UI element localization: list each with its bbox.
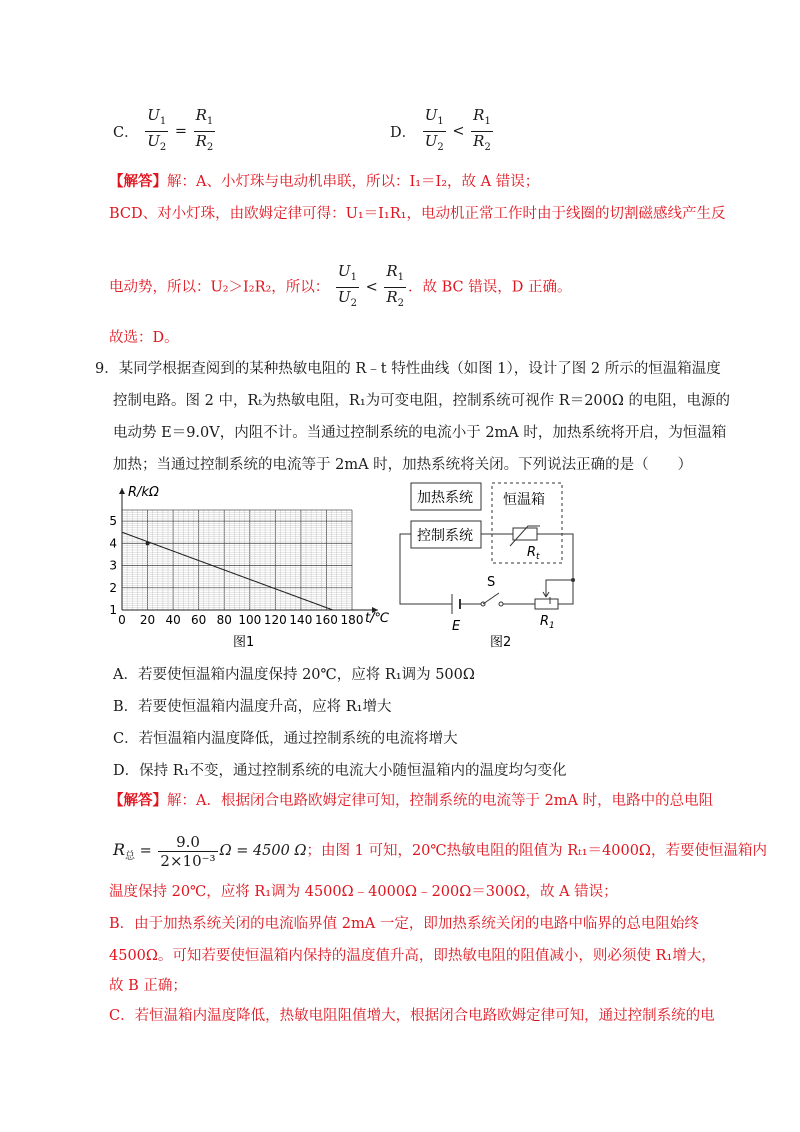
y-tick-label: 4 [109, 536, 117, 551]
eq-lhs: $R_总$ [113, 840, 136, 863]
rheostat-label: $R_1$ [540, 614, 555, 631]
option-d [390, 106, 495, 157]
figure2-circuit [395, 480, 595, 650]
question9-line3: 电动势 E＝9.0V，内阻不计。当通过控制系统的电流小于 2mA 时，加热系统将开启，为恒温箱 [113, 425, 727, 441]
y-tick-label: 2 [109, 580, 117, 595]
answer8-conclusion: 故选：D。 [109, 330, 179, 346]
question9-line4: 加热；当通过控制系统的电流等于 2mA 时，加热系统将关闭。下列说法正确的是（ ） [113, 457, 693, 473]
x-tick-label: 0 [118, 613, 126, 627]
thermistor-diagonal [510, 526, 540, 546]
battery-label: E [452, 619, 461, 634]
oven-label: 恒温箱 [503, 492, 545, 508]
answer8-line2: BCD、对小灯珠，由欧姆定律可得：U₁＝I₁R₁，电动机正常工作时由于线圈的切割磁感线产生反 [109, 206, 726, 222]
figure1-caption: 图1 [233, 635, 255, 650]
eq-fraction: $\frac{9.0}{\text{2×10⁻³}}$ [160, 832, 216, 870]
figure1-chart [108, 484, 398, 654]
y-tick-label: 5 [109, 514, 117, 529]
chart-grid [122, 510, 352, 610]
option-d-label: D． [390, 125, 417, 141]
controller-label: 控制系统 [417, 528, 473, 544]
question9-line2: 控制电路。图 2 中，Rₜ为热敏电阻，R₁为可变电阻，控制系统可视作 R＝200Ω 的电阻，电源的 [113, 393, 730, 409]
x-tick-label: 60 [191, 613, 207, 627]
fraction-u1-u2: $\frac{U_1}{U_2}$ [147, 106, 167, 153]
fraction-r1-r2-d: $\frac{R_1}{R_2}$ [473, 106, 491, 153]
x-tick-label: 20 [139, 613, 156, 627]
junction-dot [571, 578, 575, 582]
x-tick-label: 120 [263, 613, 287, 627]
answer-tag: 【解答】 [109, 173, 167, 190]
switch-lever [483, 593, 499, 604]
q9-option-a: A．若要使恒温箱内温度保持 20℃，应将 R₁调为 500Ω [113, 667, 475, 683]
switch-label: S [487, 575, 496, 590]
answer9-line1: 【解答】解：A．根据闭合电路欧姆定律可知，控制系统的电流等于 2mA 时，电路中的总电阻 [109, 792, 714, 809]
answer9-line5: 4500Ω。可知若要使恒温箱内保持的温度值升高，即热敏电阻的阻值减小，则必须使 R₁增大， [109, 948, 716, 964]
switch-contact-right [499, 602, 503, 606]
answer9-line6: 故 B 正确； [109, 978, 187, 994]
answer9-line4: B．由于加热系统关闭的电流临界值 2mA 一定，即加热系统关闭的电路中临界的总电阻始终 [109, 916, 699, 932]
option-c [113, 106, 217, 157]
fraction-r1-r2-answer: $\frac{R_1}{R_2}$ [386, 262, 404, 309]
x-tick-label: 100 [238, 613, 262, 627]
x-tick-label: 180 [340, 613, 364, 627]
thermistor-label: $R_t$ [527, 545, 540, 562]
answer9-line3: 温度保持 20℃，应将 R₁调为 4500Ω﹣4000Ω﹣200Ω＝300Ω，故 A 错误； [109, 884, 618, 900]
x-tick-label: 40 [165, 613, 181, 627]
rheostat [535, 599, 558, 609]
x-tick-label: 80 [216, 613, 232, 627]
option-c-label: C． [113, 125, 139, 141]
figure2-caption: 图2 [490, 635, 512, 650]
x-tick-label: 160 [314, 613, 338, 627]
answer8-line3: 电动势，所以：U₂＞I₂R₂，所以： $\frac{U_1}{U_2}$ < $\frac{R_1}{R_2}$ ．故 BC 错误，D 正确。 [109, 262, 729, 313]
data-point [146, 541, 150, 545]
y-axis-arrow [119, 488, 125, 494]
y-tick-label: 1 [109, 603, 117, 617]
q9-option-c: C．若恒温箱内温度降低，通过控制系统的电流将增大 [113, 731, 458, 747]
question-number: 9． [95, 361, 119, 377]
answer8-line1: 【解答】解：A、小灯珠与电动机串联，所以：I₁＝I₂，故 A 错误； [109, 173, 540, 190]
answer9-equation-line: $R_总$ = $\frac{9.0}{\text{2×10⁻³}}$ Ω = 4500 Ω；由图 1 可知，20℃热敏电阻的阻值为 Rₜ₁＝4000Ω，若要使恒温箱内 [113, 832, 767, 870]
chart-ylabel: R/kΩ [128, 485, 159, 500]
answer9-line7: C．若恒温箱内温度降低，热敏电阻阻值增大，根据闭合电路欧姆定律可知，通过控制系统的电 [109, 1008, 715, 1024]
rheostat-tap-wire [546, 580, 573, 597]
equals-sign: = [174, 123, 188, 140]
fraction-r1-r2: $\frac{R_1}{R_2}$ [195, 106, 214, 153]
answer9-tag: 【解答】 [109, 792, 167, 809]
fraction-u1-u2-d: $\frac{U_1}{U_2}$ [424, 106, 444, 153]
x-tick-label: 140 [289, 613, 313, 627]
q9-option-d: D．保持 R₁不变，通过控制系统的电流大小随恒温箱内的温度均匀变化 [113, 763, 567, 779]
less-than-sign: < [452, 123, 465, 140]
fraction-u1-u2-answer: $\frac{U_1}{U_2}$ [337, 262, 357, 309]
heater-label: 加热系统 [417, 490, 473, 506]
q9-option-b: B．若要使恒温箱内温度升高，应将 R₁增大 [113, 699, 392, 715]
chart-xlabel: t/℃ [365, 611, 390, 626]
question9-line1: 9．某同学根据查阅到的某种热敏电阻的 R﹣t 特性曲线（如图 1），设计了图 2 所示的恒温箱温度 [95, 361, 721, 377]
y-tick-label: 3 [109, 558, 117, 573]
circuit-wires [400, 534, 573, 604]
